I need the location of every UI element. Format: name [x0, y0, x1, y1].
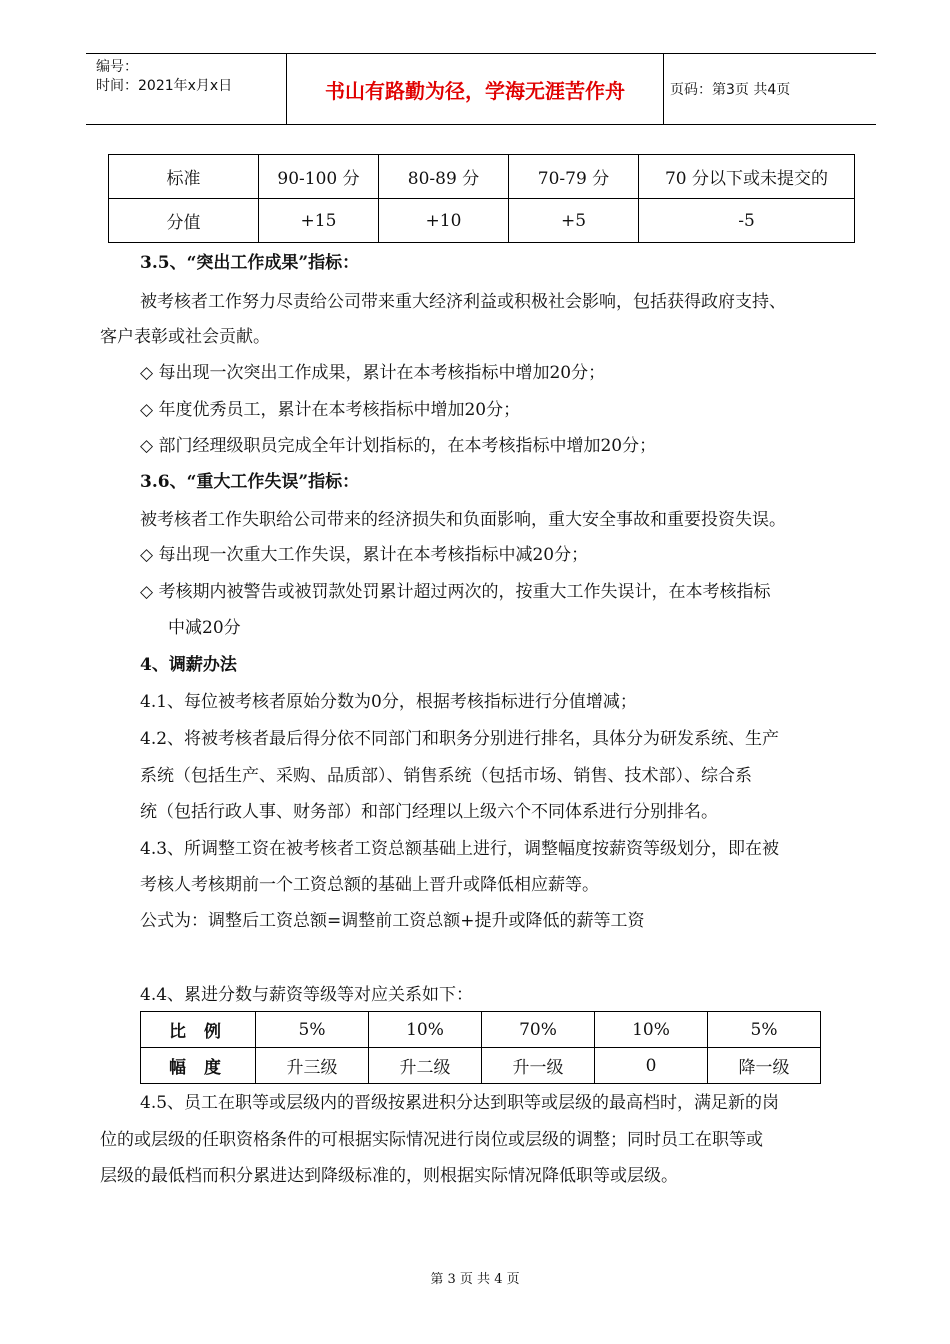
- table-cell: 升二级: [369, 1048, 482, 1084]
- paragraph-line: 4.5、员工在职等或层级内的晋级按累进积分达到职等或层级的最高档时，满足新的岗: [140, 1093, 780, 1113]
- bullet-item: ◇ 年度优秀员工，累计在本考核指标中增加20分；: [140, 400, 521, 420]
- document-date: 时间：2021年x月x日: [96, 78, 233, 94]
- bullet-item: ◇ 部门经理级职员完成全年计划指标的，在本考核指标中增加20分；: [140, 436, 657, 456]
- table-cell: 10%: [595, 1012, 708, 1048]
- table-row: [109, 155, 855, 199]
- table-cell: 5%: [256, 1012, 369, 1048]
- table-cell: 幅 度: [141, 1048, 256, 1084]
- paragraph-line: 4.2、将被考核者最后得分依不同部门和职务分别进行排名，具体分为研发系统、生产: [140, 729, 780, 749]
- table-cell: 分值: [109, 199, 259, 243]
- table-row: [109, 199, 855, 243]
- paragraph-line: 考核人考核期前一个工资总额的基础上晋升或降低相应薪等。: [140, 875, 599, 895]
- table-cell: 标准: [109, 155, 259, 199]
- salary-grade-table: [140, 1011, 821, 1084]
- section-heading: 3.5、“突出工作成果”指标：: [140, 253, 360, 273]
- header-motto: 书山有路勤为径，学海无涯苦作舟: [286, 54, 664, 124]
- table-cell: +15: [259, 199, 379, 243]
- table-cell: -5: [639, 199, 855, 243]
- table-cell: 降一级: [708, 1048, 821, 1084]
- paragraph-line: 4.1、每位被考核者原始分数为0分，根据考核指标进行分值增减；: [140, 692, 637, 712]
- paragraph-line: 系统（包括生产、采购、品质部）、销售系统（包括市场、销售、技术部）、综合系: [140, 766, 752, 786]
- table-cell: 70-79 分: [509, 155, 639, 199]
- table-cell: 比 例: [141, 1012, 256, 1048]
- paragraph-line: 被考核者工作失职给公司带来的经济损失和负面影响，重大安全事故和重要投资失误。: [140, 510, 786, 530]
- table-cell: 90-100 分: [259, 155, 379, 199]
- table-cell: 0: [595, 1048, 708, 1084]
- paragraph-line: 层级的最低档而积分累进达到降级标准的，则根据实际情况降低职等或层级。: [100, 1166, 678, 1186]
- page-header: [86, 53, 876, 125]
- paragraph-line: 位的或层级的任职资格条件的可根据实际情况进行岗位或层级的调整；同时员工在职等或: [100, 1130, 763, 1150]
- paragraph-line: 被考核者工作努力尽责给公司带来重大经济利益或积极社会影响，包括获得政府支持、: [140, 292, 786, 312]
- paragraph-line: 4.4、累进分数与薪资等级等对应关系如下：: [140, 985, 474, 1005]
- table-cell: 升三级: [256, 1048, 369, 1084]
- bullet-item: ◇ 考核期内被警告或被罚款处罚累计超过两次的，按重大工作失误计，在本考核指标: [140, 582, 771, 602]
- table-cell: 5%: [708, 1012, 821, 1048]
- document-number-label: 编号：: [96, 59, 138, 75]
- section-heading: 4、调薪办法: [140, 655, 237, 675]
- table-cell: 10%: [369, 1012, 482, 1048]
- table-cell: 升一级: [482, 1048, 595, 1084]
- table-row: [141, 1012, 821, 1048]
- section-heading: 3.6、“重大工作失误”指标：: [140, 472, 360, 492]
- paragraph-line: 中减20分: [168, 618, 241, 638]
- page-footer: 第 3 页 共 4 页: [430, 1272, 520, 1287]
- formula-line: 公式为：调整后工资总额=调整前工资总额+提升或降低的薪等工资: [140, 911, 645, 931]
- table-cell: 70%: [482, 1012, 595, 1048]
- table-cell: +10: [379, 199, 509, 243]
- bullet-item: ◇ 每出现一次突出工作成果，累计在本考核指标中增加20分；: [140, 363, 606, 383]
- table-cell: 70 分以下或未提交的: [639, 155, 855, 199]
- table-cell: +5: [509, 199, 639, 243]
- table-cell: 80-89 分: [379, 155, 509, 199]
- header-page-info: 页码：第3页 共4页: [670, 82, 791, 98]
- paragraph-line: 4.3、所调整工资在被考核者工资总额基础上进行，调整幅度按薪资等级划分，即在被: [140, 839, 780, 859]
- paragraph-line: 客户表彰或社会贡献。: [100, 327, 270, 347]
- bullet-item: ◇ 每出现一次重大工作失误，累计在本考核指标中减20分；: [140, 545, 589, 565]
- score-standard-table: [108, 154, 855, 243]
- table-row: [141, 1048, 821, 1084]
- paragraph-line: 统（包括行政人事、财务部）和部门经理以上级六个不同体系进行分别排名。: [140, 802, 718, 822]
- header-meta: [96, 58, 232, 96]
